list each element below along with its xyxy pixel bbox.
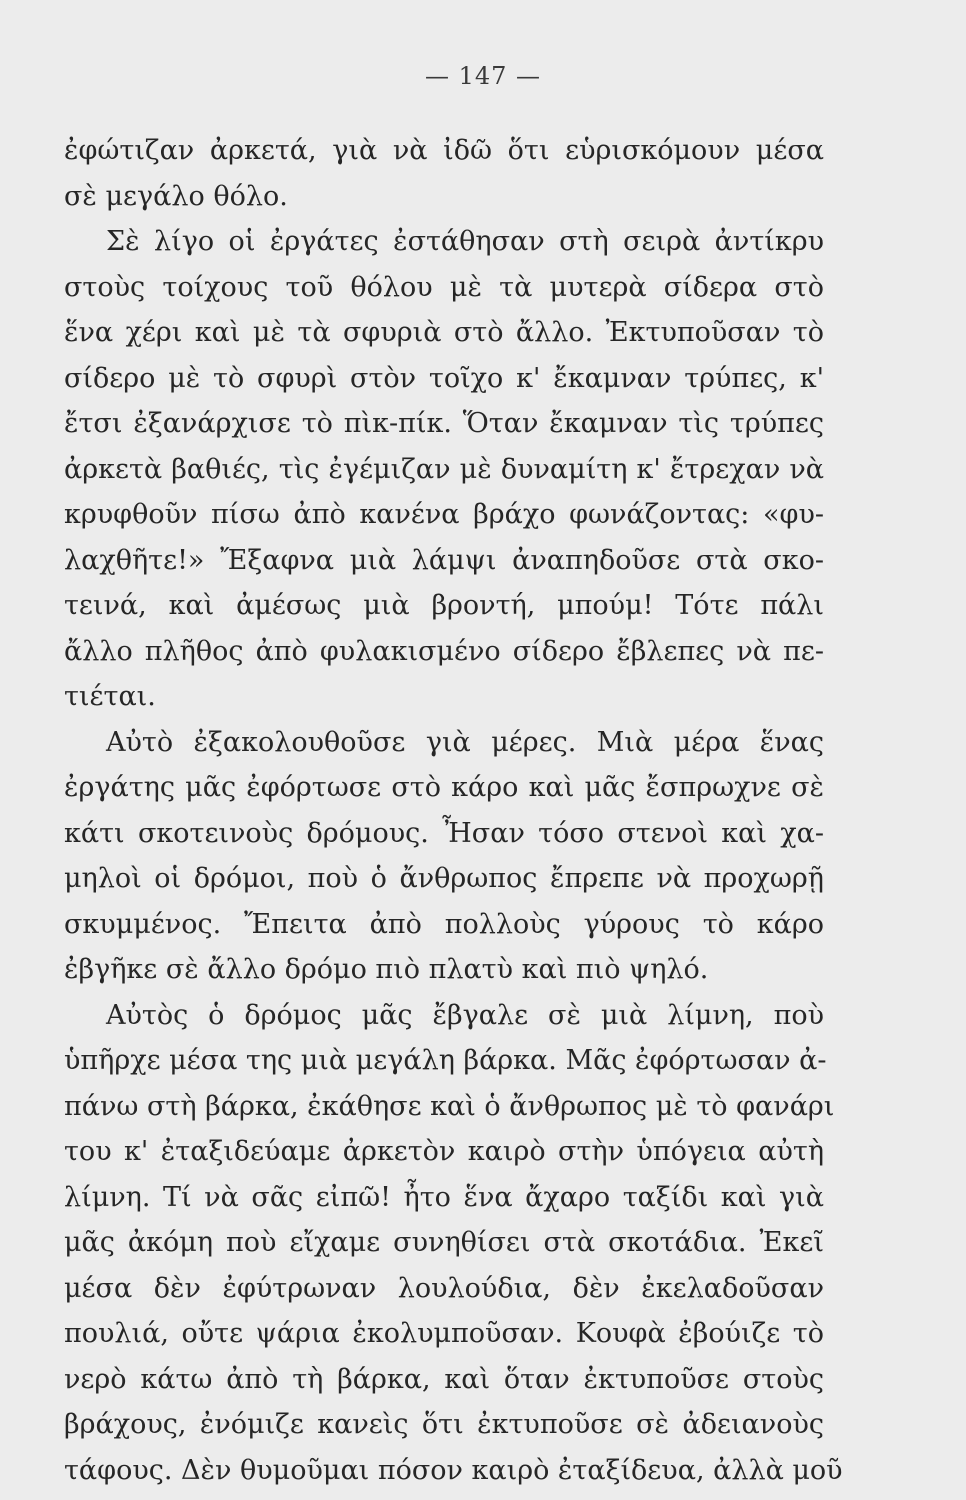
- text-line: σίδερο μὲ τὸ σφυρὶ στὸν τοῖχο κ' ἔκαμναν τρύπες, κ': [64, 362, 824, 394]
- text-line: κρυφθοῦν πίσω ἀπὸ κανένα βράχο φωνάζοντας: «φυ-: [64, 499, 824, 530]
- text-line: σὲ μεγάλο θόλο.: [64, 180, 288, 212]
- text-line: πάνω στὴ βάρκα, ἐκάθησε καὶ ὁ ἄνθρωπος μὲ τὸ φανάρι: [64, 1090, 835, 1122]
- text-line: του κ' ἐταξιδεύαμε ἀρκετὸν καιρὸ στὴν ὑπόγεια αὐτὴ: [64, 1136, 824, 1167]
- text-line: Αὐτὸ ἐξακολουθοῦσε γιὰ μέρες. Μιὰ μέρα ἕνας: [106, 726, 824, 758]
- text-line: Σὲ λίγο οἱ ἐργάτες ἐστάθησαν στὴ σειρὰ ἀντίκρυ: [106, 226, 824, 257]
- body-text: [64, 128, 843, 1493]
- text-line: ἐβγῆκε σὲ ἄλλο δρόμο πιὸ πλατὺ καὶ πιὸ ψηλό.: [64, 954, 709, 985]
- text-line: μηλοὶ οἱ δρόμοι, ποὺ ὁ ἄνθρωπος ἔπρεπε νὰ προχωρῇ: [64, 863, 824, 894]
- text-line: ἐφώτιζαν ἀρκετά, γιὰ νὰ ἰδῶ ὅτι εὑρισκόμουν μέσα: [64, 135, 824, 166]
- text-line: κάτι σκοτεινοὺς δρόμους. Ἦσαν τόσο στενοὶ καὶ χα-: [64, 817, 824, 849]
- text-line: νερὸ κάτω ἀπὸ τὴ βάρκα, καὶ ὅταν ἐκτυποῦσε στοὺς: [64, 1363, 824, 1395]
- text-line: ἕνα χέρι καὶ μὲ τὰ σφυριὰ στὸ ἄλλο. Ἐκτυποῦσαν τὸ: [64, 317, 824, 348]
- text-line: πουλιά, οὔτε ψάρια ἐκολυμποῦσαν. Κουφὰ ἐβούιζε τὸ: [64, 1318, 824, 1349]
- page-number: — 147 —: [424, 62, 542, 90]
- text-line: λαχθῆτε!» Ἔξαφνα μιὰ λάμψι ἀναπηδοῦσε στὰ σκο-: [64, 544, 824, 576]
- text-line: ἄλλο πλῆθος ἀπὸ φυλακισμένο σίδερο ἔβλεπες νὰ πε-: [64, 635, 824, 667]
- text-line: στοὺς τοίχους τοῦ θόλου μὲ τὰ μυτερὰ σίδερα στὸ: [64, 271, 824, 303]
- text-line: βράχους, ἐνόμιζε κανεὶς ὅτι ἐκτυποῦσε σὲ ἀδειανοὺς: [64, 1409, 824, 1440]
- text-line: ἐργάτης μᾶς ἐφόρτωσε στὸ κάρο καὶ μᾶς ἔσπρωχνε σὲ: [64, 772, 824, 803]
- text-line: Αὐτὸς ὁ δρόμος μᾶς ἔβγαλε σὲ μιὰ λίμνη, ποὺ: [106, 999, 824, 1031]
- text-line: ἔτσι ἐξανάρχισε τὸ πὶκ-πίκ. Ὅταν ἔκαμναν τὶς τρύπες: [64, 408, 824, 439]
- text-line: τάφους. Δὲν θυμοῦμαι πόσον καιρὸ ἐταξίδευα, ἀλλὰ μοῦ: [64, 1454, 843, 1486]
- text-line: ὑπῆρχε μέσα της μιὰ μεγάλη βάρκα. Μᾶς ἐφόρτωσαν ἀ-: [64, 1045, 827, 1076]
- text-line: μέσα δὲν ἐφύτρωναν λουλούδια, δὲν ἐκελαδοῦσαν: [64, 1272, 824, 1304]
- text-line: σκυμμένος. Ἔπειτα ἀπὸ πολλοὺς γύρους τὸ κάρο: [64, 908, 824, 940]
- text-line: μᾶς ἀκόμη ποὺ εἴχαμε συνηθίσει στὰ σκοτάδια. Ἐκεῖ: [64, 1227, 824, 1258]
- text-line: λίμνη. Τί νὰ σᾶς εἰπῶ! ἦτο ἕνα ἄχαρο ταξίδι καὶ γιὰ: [64, 1181, 824, 1213]
- text-line: ἀρκετὰ βαθιές, τὶς ἐγέμιζαν μὲ δυναμίτη κ' ἔτρεχαν νὰ: [64, 453, 824, 485]
- text-line: τιέται.: [64, 681, 156, 712]
- text-line: τεινά, καὶ ἀμέσως μιὰ βροντή, μπούμ! Τότε πάλι: [64, 590, 824, 621]
